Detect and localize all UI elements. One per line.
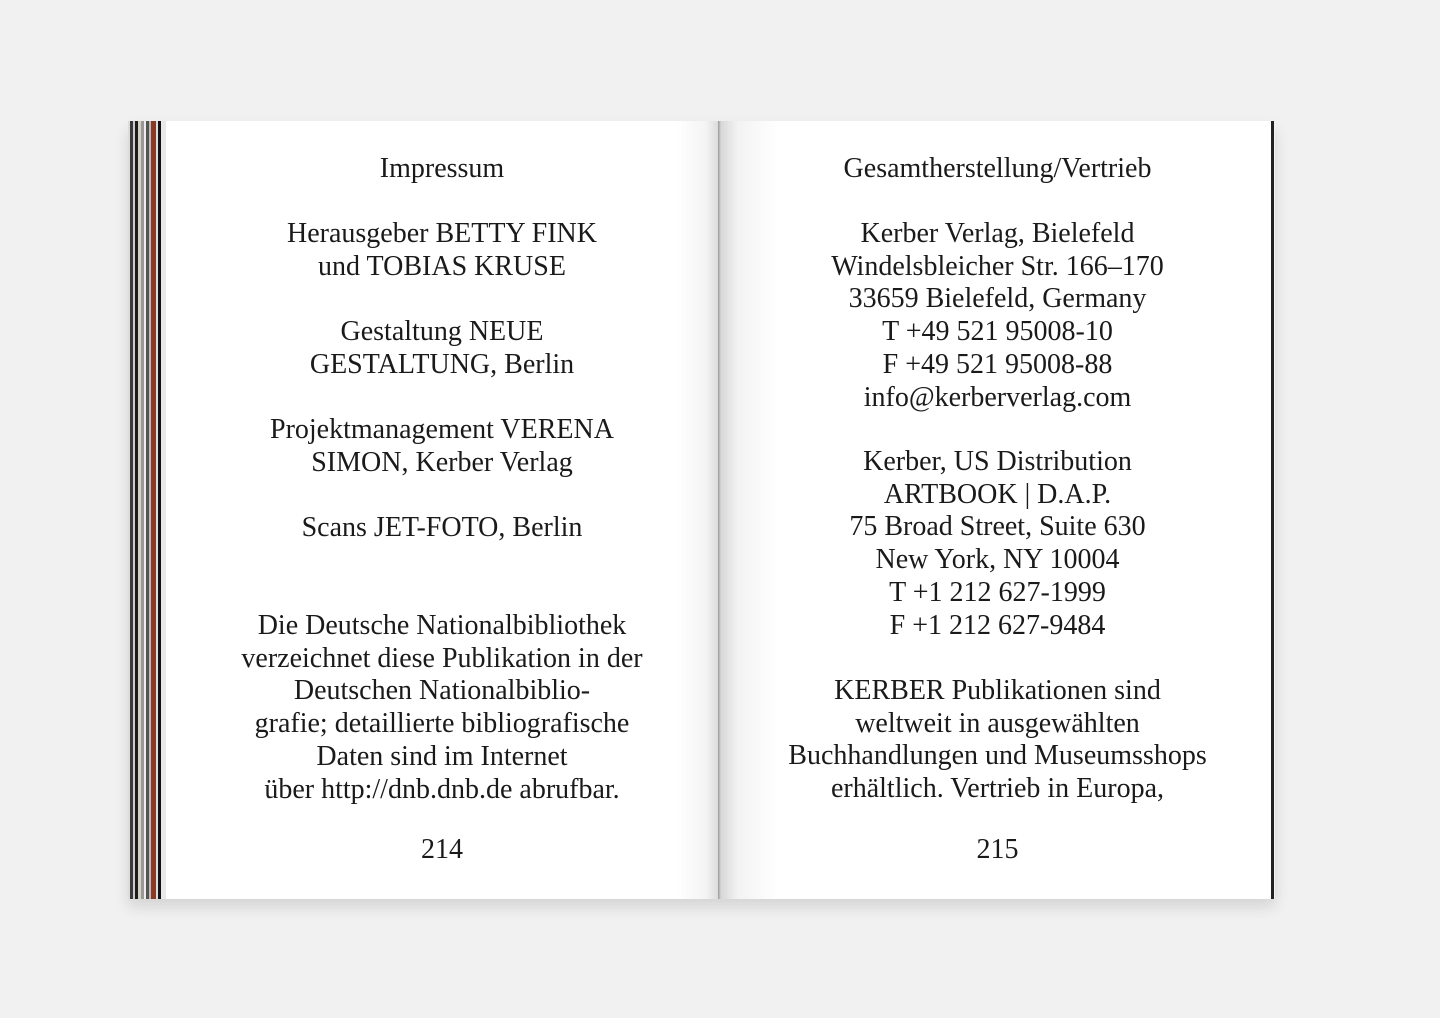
text-line: GESTALTUNG, Berlin (309, 348, 575, 380)
text-line: Die Deutsche Nationalbibliothek (257, 610, 627, 641)
text-line: New York, NY 10004 (875, 544, 1120, 576)
text-line: Kerber, US Distribution (863, 446, 1132, 477)
text-line: Deutschen Nationalbiblio- (293, 675, 591, 707)
text-line: SIMON, Kerber Verlag (311, 446, 573, 478)
paragraph-availability (721, 675, 1274, 806)
page-edge-stack (128, 121, 166, 899)
text-line: Daten sind im Internet (316, 740, 568, 772)
page-number: 215 (976, 834, 1019, 865)
paragraph-project-management (166, 414, 718, 479)
text-line: ARTBOOK | D.A.P. (883, 478, 1112, 510)
text-line: 75 Broad Street, Suite 630 (849, 511, 1146, 543)
text-line: info@kerberverlag.com (863, 381, 1132, 413)
text-line: Buchhandlungen und Museumsshops (788, 740, 1207, 772)
text-line: verzeichnet diese Publikation in der (241, 642, 643, 674)
page-title: Gesamtherstellung/Vertrieb (843, 153, 1152, 184)
paragraph-scans (166, 512, 718, 545)
text-line: über http://dnb.dnb.de abrufbar. (264, 773, 620, 805)
left-page (166, 121, 718, 899)
paragraph-design (166, 316, 718, 381)
text-line: F +1 212 627-9484 (889, 609, 1106, 641)
text-line: T +49 521 95008-10 (882, 316, 1113, 348)
text-line: T +1 212 627-1999 (889, 576, 1106, 608)
text-line: und TOBIAS KRUSE (318, 250, 566, 282)
paragraph-us-distribution (721, 446, 1274, 642)
paragraph-editors (166, 218, 718, 283)
text-line: erhältlich. Vertrieb in Europa, (830, 773, 1165, 805)
paragraph-dnb (166, 610, 718, 806)
text-line: 33659 Bielefeld, Germany (848, 283, 1147, 315)
text-line: Scans JET-FOTO, Berlin (301, 512, 583, 543)
right-page (718, 121, 1274, 899)
text-line: Gestaltung NEUE (340, 316, 544, 347)
text-line: KERBER Publikationen sind (834, 675, 1161, 706)
page-number: 214 (421, 834, 463, 865)
text-line: Windelsbleicher Str. 166–170 (831, 250, 1164, 282)
text-line: Projektmanagement VERENA (270, 414, 614, 445)
text-line: grafie; detaillierte bibliografische (254, 708, 630, 740)
text-line: weltweit in ausgewählten (855, 707, 1140, 739)
text-line: Kerber Verlag, Bielefeld (860, 218, 1135, 249)
text-line: F +49 521 95008-88 (882, 348, 1113, 380)
paragraph-publisher-address (721, 218, 1274, 414)
text-line: Herausgeber BETTY FINK (287, 218, 597, 249)
page-title: Impressum (379, 153, 505, 184)
